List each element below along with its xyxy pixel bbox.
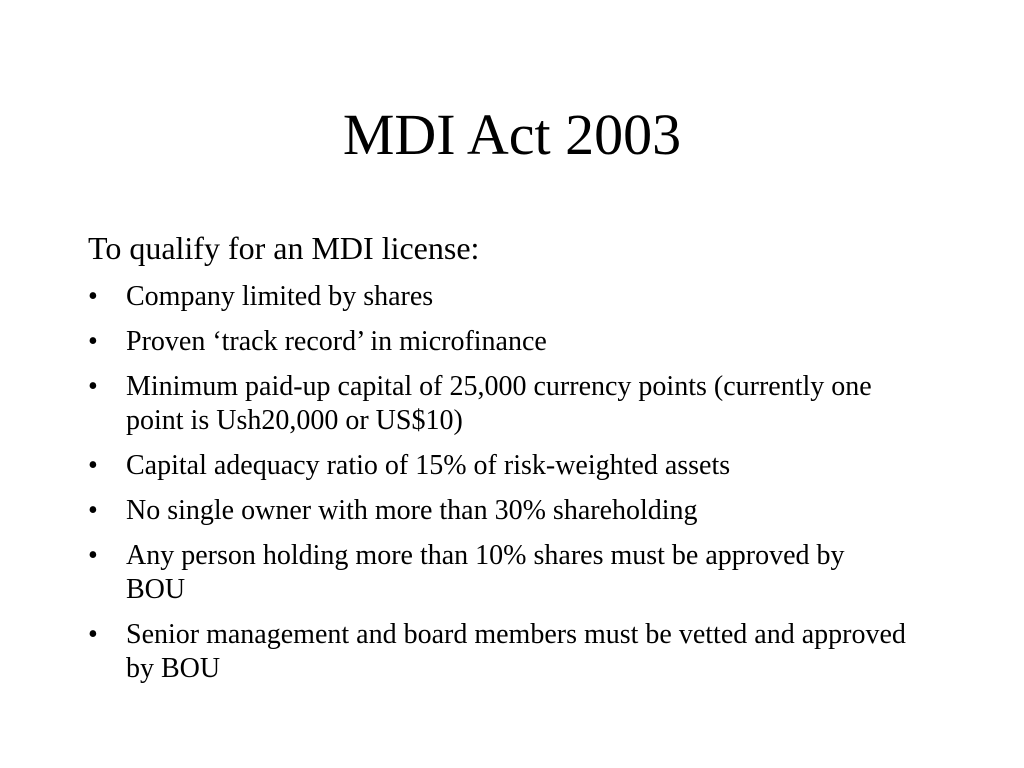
bullet-icon: • [88, 495, 98, 526]
requirement-capital-adequacy [88, 449, 908, 483]
requirement-text: Company limited by shares [126, 281, 434, 312]
slide-content [88, 228, 908, 697]
bullet-icon: • [88, 326, 98, 357]
requirement-track-record [88, 325, 908, 359]
requirement-text: Capital adequacy ratio of 15% of risk-weighted assets [126, 450, 731, 481]
slide-title: MDI Act 2003 [342, 102, 682, 167]
bullet-icon: • [88, 450, 98, 481]
requirement-company-limited [88, 280, 908, 314]
requirement-text: Minimum paid-up capital of 25,000 currency points (currently one point is Ush20,000 or US$10) [126, 371, 872, 436]
requirement-text: Any person holding more than 10% shares must be approved by BOU [126, 540, 845, 605]
requirement-minimum-capital [88, 370, 908, 438]
requirement-text: Senior management and board members must be vetted and approved by BOU [126, 619, 906, 684]
intro-text: To qualify for an MDI license: [88, 230, 480, 266]
requirement-management-vetting [88, 618, 908, 686]
bullet-icon: • [88, 619, 98, 650]
requirements-list [88, 280, 908, 686]
requirement-text: No single owner with more than 30% shareholding [126, 495, 698, 526]
bullet-icon: • [88, 540, 98, 571]
requirement-single-owner-limit [88, 494, 908, 528]
bullet-icon: • [88, 281, 98, 312]
requirement-bou-approval [88, 539, 908, 607]
requirement-text: Proven ‘track record’ in microfinance [126, 326, 547, 357]
bullet-icon: • [88, 371, 98, 402]
